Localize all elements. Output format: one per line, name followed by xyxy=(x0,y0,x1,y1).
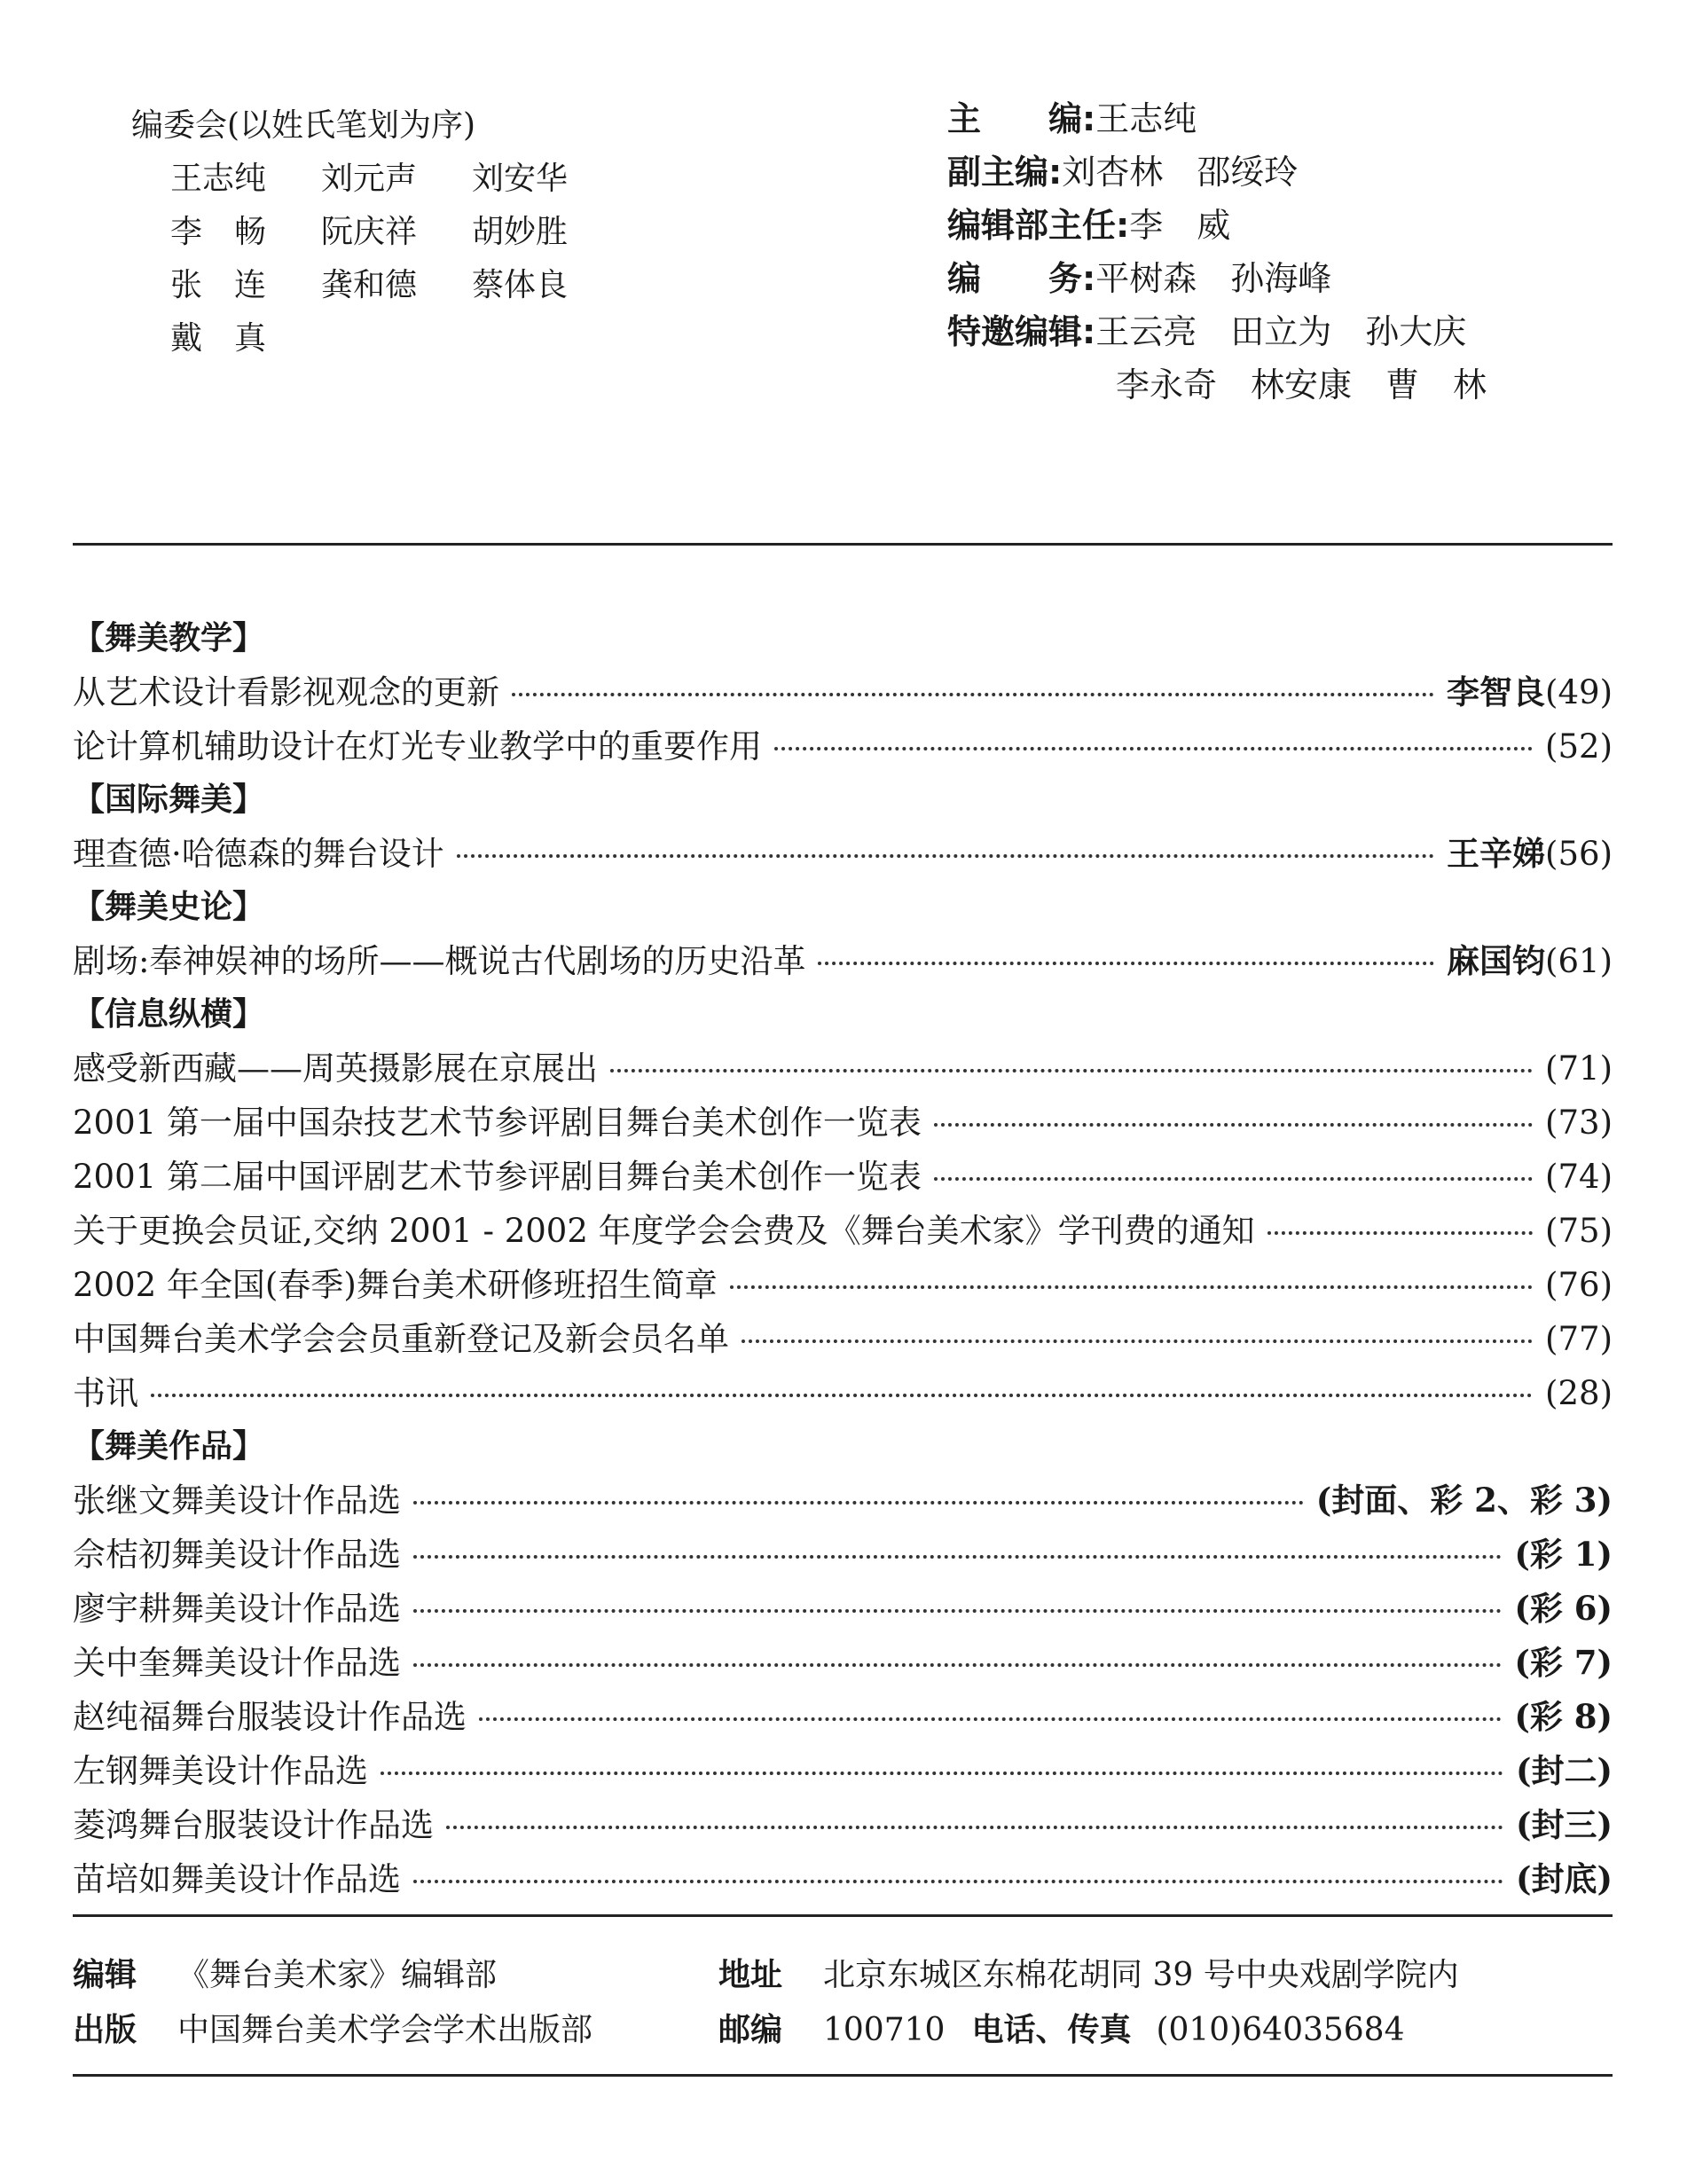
staff-label: 副主编: xyxy=(947,153,1063,192)
postcode-label: 邮编 xyxy=(718,2012,783,2048)
dot-leader xyxy=(457,854,1434,858)
toc-entry xyxy=(73,1366,1613,1420)
dot-leader xyxy=(512,693,1434,696)
entry-ref xyxy=(1545,719,1613,774)
entry-ref xyxy=(1447,934,1613,988)
toc-entry xyxy=(73,934,1613,988)
staff-value: 李 威 xyxy=(1129,206,1231,245)
entry-title: 感受新西藏——周英摄影展在京展出 xyxy=(73,1049,598,1088)
dot-leader xyxy=(742,1339,1533,1343)
entry-page: (76) xyxy=(1545,1266,1613,1304)
board-member: 蔡体良 xyxy=(472,267,569,303)
publisher-label: 出版 xyxy=(73,2012,137,2048)
entry-page: (74) xyxy=(1545,1158,1613,1196)
editorial-board xyxy=(131,99,623,365)
staff-label: 编 务: xyxy=(947,259,1096,298)
entry-author: 麻国钧 xyxy=(1447,942,1546,980)
entry-page: (49) xyxy=(1545,673,1613,711)
entry-title: 佘桔初舞美设计作品选 xyxy=(73,1536,401,1574)
staff-row-deputy-editor xyxy=(947,145,1487,199)
entry-page: (52) xyxy=(1545,727,1613,766)
entry-page: (77) xyxy=(1545,1320,1613,1358)
staff-value: 刘杏林 邵绥玲 xyxy=(1062,153,1299,192)
entry-title: 2001 第二届中国评剧艺术节参评剧目舞台美术创作一览表 xyxy=(73,1158,922,1196)
entry-page: (封面、彩 2、彩 3) xyxy=(1315,1481,1613,1520)
address-value: 北京东城区东棉花胡同 39 号中央戏剧学院内 xyxy=(823,1957,1459,1993)
imprint-row xyxy=(73,2003,1613,2058)
entry-title: 中国舞台美术学会会员重新登记及新会员名单 xyxy=(73,1320,729,1358)
entry-ref xyxy=(1447,827,1613,881)
entry-page: (28) xyxy=(1545,1374,1613,1412)
entry-title: 从艺术设计看影视观念的更新 xyxy=(73,673,499,711)
staff-label: 编辑部主任: xyxy=(947,206,1130,245)
imprint xyxy=(73,1948,1613,2058)
dot-leader xyxy=(413,1501,1304,1504)
entry-title: 关于更换会员证,交纳 2001 - 2002 年度学会会费及《舞台美术家》学刊费的通知 xyxy=(73,1212,1255,1250)
address-label: 地址 xyxy=(718,1957,783,1993)
board-member: 张 连 xyxy=(170,267,267,303)
editor-label: 编辑 xyxy=(73,1957,137,1993)
publisher-value: 中国舞台美术学会学术出版部 xyxy=(177,2012,593,2048)
entry-page: (封二) xyxy=(1515,1751,1613,1790)
dot-leader xyxy=(446,1826,1503,1829)
entry-title: 书讯 xyxy=(73,1374,138,1412)
entry-page: (56) xyxy=(1545,835,1613,873)
entry-title: 左钢舞美设计作品选 xyxy=(73,1752,368,1790)
entry-page: (61) xyxy=(1545,942,1613,980)
toc-entry xyxy=(73,1528,1613,1582)
dot-leader xyxy=(1267,1231,1533,1235)
dot-leader xyxy=(818,962,1434,965)
entry-page: (彩 1) xyxy=(1514,1535,1613,1574)
staff-list xyxy=(947,92,1487,412)
entry-page: (彩 6) xyxy=(1514,1589,1613,1628)
editor-value: 《舞台美术家》编辑部 xyxy=(177,1957,498,1993)
dot-leader xyxy=(151,1394,1533,1397)
dot-leader xyxy=(934,1177,1533,1181)
board-member: 龚和德 xyxy=(321,267,418,303)
staff-label: 特邀编辑: xyxy=(947,312,1096,351)
staff-label: 主 编: xyxy=(947,99,1096,138)
divider-top xyxy=(73,543,1613,546)
toc-entry xyxy=(73,1150,1613,1204)
divider-bottom xyxy=(73,2074,1613,2077)
dot-leader xyxy=(413,1880,1503,1883)
phone-value: (010)64035684 xyxy=(1156,2012,1405,2048)
board-member: 阮庆祥 xyxy=(321,214,418,250)
entry-title: 赵纯福舞台服装设计作品选 xyxy=(73,1698,467,1736)
toc-entry xyxy=(73,1258,1613,1312)
board-member: 刘安华 xyxy=(472,161,569,197)
toc-entry xyxy=(73,1041,1613,1096)
toc-entry xyxy=(73,1204,1613,1258)
entry-author: 王辛娣 xyxy=(1447,835,1546,873)
entry-title: 2001 第一届中国杂技艺术节参评剧目舞台美术创作一览表 xyxy=(73,1104,922,1142)
dot-leader xyxy=(774,747,1533,750)
entry-ref xyxy=(1447,665,1613,719)
section-heading: 【舞美教学】 xyxy=(73,620,265,656)
toc-entry xyxy=(73,1852,1613,1906)
entry-author: 李智良 xyxy=(1447,673,1546,711)
entry-title: 2002 年全国(春季)舞台美术研修班招生简章 xyxy=(73,1266,718,1304)
entry-title: 理查德·哈德森的舞台设计 xyxy=(73,835,444,873)
toc-entry xyxy=(73,1473,1613,1528)
board-member-row xyxy=(131,153,623,206)
entry-title: 廖宇耕舞美设计作品选 xyxy=(73,1590,401,1628)
toc-entry xyxy=(73,1744,1613,1798)
dot-leader xyxy=(413,1663,1502,1667)
editorial-board-title: 编委会(以姓氏笔划为序) xyxy=(131,107,476,144)
dot-leader xyxy=(934,1123,1533,1127)
dot-leader xyxy=(479,1717,1502,1721)
phone-label: 电话、传真 xyxy=(971,2012,1132,2048)
entry-page: (封底) xyxy=(1515,1859,1613,1898)
toc-entry xyxy=(73,665,1613,719)
dot-leader xyxy=(610,1069,1533,1072)
toc-entry xyxy=(73,1690,1613,1744)
staff-row-chief-editor xyxy=(947,92,1487,145)
board-member: 李 畅 xyxy=(170,214,267,250)
section-heading: 【国际舞美】 xyxy=(73,782,265,818)
staff-value: 王云亮 田立为 孙大庆 xyxy=(1095,312,1467,351)
entry-page: (彩 8) xyxy=(1514,1697,1613,1736)
dot-leader xyxy=(730,1285,1533,1289)
board-member-row xyxy=(131,312,623,365)
dot-leader xyxy=(413,1555,1502,1559)
entry-page: (75) xyxy=(1545,1212,1613,1250)
toc-entry xyxy=(73,1582,1613,1636)
board-member: 胡妙胜 xyxy=(472,214,569,250)
entry-page: (封三) xyxy=(1515,1805,1613,1844)
section-heading: 【信息纵横】 xyxy=(73,996,265,1033)
postcode-value: 100710 xyxy=(823,2012,946,2048)
staff-row-guest-editors-cont xyxy=(947,358,1487,412)
board-member: 王志纯 xyxy=(170,161,267,197)
entry-page: (彩 7) xyxy=(1514,1643,1613,1682)
entry-title: 菱鸿舞台服装设计作品选 xyxy=(73,1806,434,1844)
toc-entry xyxy=(73,1312,1613,1366)
divider-middle xyxy=(73,1914,1613,1917)
entry-title: 张继文舞美设计作品选 xyxy=(73,1481,401,1520)
board-member: 戴 真 xyxy=(170,320,267,357)
entry-title: 论计算机辅助设计在灯光专业教学中的重要作用 xyxy=(73,727,762,766)
entry-title: 苗培如舞美设计作品选 xyxy=(73,1860,401,1898)
dot-leader xyxy=(413,1609,1502,1613)
staff-value: 李永奇 林安康 曹 林 xyxy=(1116,365,1487,405)
dot-leader xyxy=(381,1772,1503,1775)
toc-entry xyxy=(73,1636,1613,1690)
toc-entry xyxy=(73,719,1613,774)
board-member-row xyxy=(131,259,623,312)
staff-row-editorial-affairs xyxy=(947,252,1487,305)
imprint-row xyxy=(73,1948,1613,2003)
staff-row-office-director xyxy=(947,199,1487,252)
toc-entry xyxy=(73,1096,1613,1150)
board-member-row xyxy=(131,206,623,259)
entry-page: (73) xyxy=(1545,1104,1613,1142)
staff-value: 王志纯 xyxy=(1095,99,1197,138)
entry-page: (71) xyxy=(1545,1049,1613,1088)
table-of-contents xyxy=(73,612,1613,1906)
entry-title: 关中奎舞美设计作品选 xyxy=(73,1644,401,1682)
toc-entry xyxy=(73,1798,1613,1852)
toc-entry xyxy=(73,827,1613,881)
entry-title: 剧场:奉神娱神的场所——概说古代剧场的历史沿革 xyxy=(73,942,806,980)
section-heading: 【舞美史论】 xyxy=(73,889,265,925)
section-heading: 【舞美作品】 xyxy=(73,1428,265,1465)
staff-value: 平树森 孙海峰 xyxy=(1095,259,1332,298)
board-member: 刘元声 xyxy=(321,161,418,197)
staff-row-guest-editors xyxy=(947,305,1487,358)
